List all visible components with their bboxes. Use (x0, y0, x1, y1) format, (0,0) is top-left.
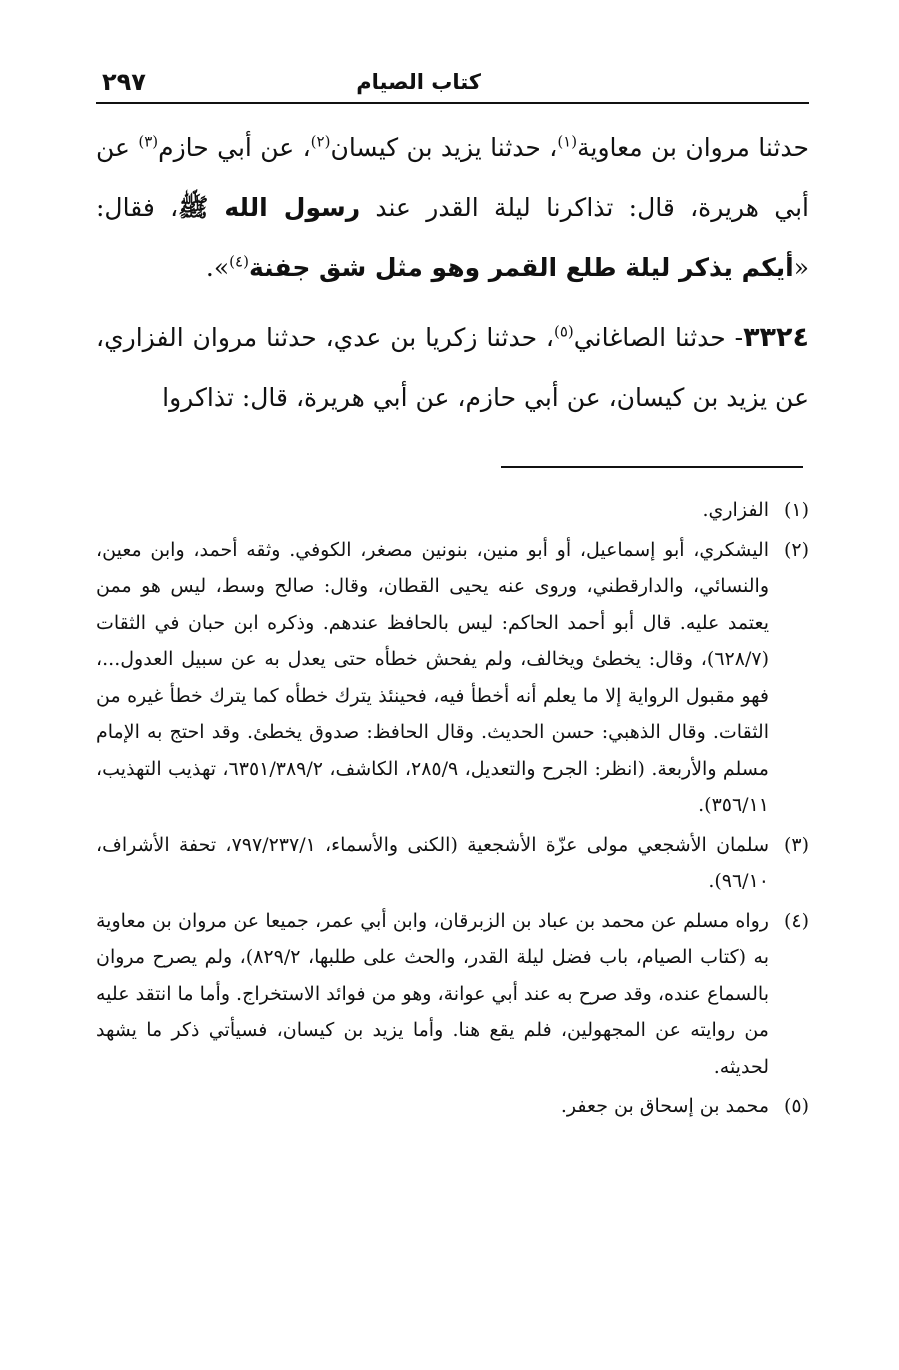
footnote-text: سلمان الأشجعي مولى عزّة الأشجعية (الكنى والأسماء، ٧٩٧/٢٣٧/١، تحفة الأشراف، ٩٦/١٠). (96, 833, 769, 892)
footnote-4 (96, 903, 809, 1086)
footnote-ref: (٥) (554, 322, 574, 341)
hadith-number: ٣٣٢٤ (743, 322, 809, 353)
paragraph-hadith-3324 (96, 308, 809, 428)
text-segment: ، حدثنا يزيد بن كيسان (330, 133, 558, 162)
footnote-text: محمد بن إسحاق بن جعفر. (560, 1095, 769, 1117)
paragraph-hadith-continued (96, 118, 809, 298)
page-number: ٢٩٧ (102, 68, 146, 96)
footnote-number: (١) (783, 499, 809, 521)
bold-phrase-prophet: رسول الله ﷺ (178, 193, 361, 222)
footnote-ref: (١) (557, 132, 578, 151)
footnote-text: الفزاري. (702, 499, 769, 521)
text-segment: ». (205, 253, 230, 282)
footnote-ref: (٣) (138, 132, 159, 151)
text-segment: ، حدثنا زكريا بن عدي، حدثنا مروان الفزاري، عن يزيد بن كيسان، عن أبي حازم، عن أبي هريرة، قال: تذاكروا (96, 323, 809, 412)
chapter-title: كتاب الصيام (356, 70, 481, 94)
page-header (96, 68, 809, 104)
footnote-ref: (٤) (229, 252, 249, 271)
main-text (96, 118, 809, 428)
text-segment: عن أبي هريرة، قال: تذاكرنا ليلة القدر عند (96, 133, 809, 222)
bold-hadith-quote: أيكم يذكر ليلة طلع القمر وهو مثل شق جفنة (248, 253, 794, 282)
footnote-number: (٤) (783, 909, 809, 932)
text-segment: - حدثنا الصاغاني (573, 323, 744, 352)
footnote-number: (٥) (783, 1095, 809, 1117)
text-segment: ، فقال: « (96, 193, 809, 282)
footnote-3 (96, 827, 809, 900)
footnote-number: (٣) (783, 833, 809, 856)
footnote-divider (501, 466, 803, 468)
text-segment: ، عن أبي حازم (158, 133, 311, 162)
footnote-5 (96, 1088, 809, 1125)
footnote-1 (96, 492, 809, 529)
footnote-text: رواه مسلم عن محمد بن عباد بن الزبرقان، وابن أبي عمر، جميعا عن مروان بن معاوية به (كتاب الصيام، باب فضل ليلة القدر، والحث على طلبها، ٨٢٩/٢)، ولم يصرح مروان بالسماع عنده، وقد صرح به عند أبي عوانة، وهو من فوائد الاستخراج. وأما ما انتقد عليه من روايته عن المجهولين، فلم يقع هنا. وأما يزيد بن كيسان، فسيأتي ذكر ما يشهد لحديثه. (96, 909, 769, 1078)
footnote-number: (٢) (783, 538, 809, 561)
footnote-text: اليشكري، أبو إسماعيل، أو أبو منين، بنونين مصغر، الكوفي. وثقه أحمد، وابن معين، والنسائي، والدارقطني، وروى عنه يحيى القطان، وقال: صالح وسط، ليس هو ممن يعتمد عليه. قال أبو أحمد الحاكم: ليس بالحافظ عندهم. وذكره ابن حبان في الثقات (٦٢٨/٧)، وقال: يخطئ ويخالف، ولم يفحش خطأه حتى يعدل به عن سبيل العدول...، فهو مقبول الرواية إلا ما يعلم أنه أخطأ فيه، فحينئذ يترك خطأه كما يترك خطأ غيره من الثقات. وقال الذهبي: حسن الحديث. وقال الحافظ: صدوق يخطئ. وقد احتج به الإمام مسلم والأربعة. (انظر: الجرح والتعديل، ٢٨٥/٩، الكاشف، ٦٣٥١/٣٨٩/٢، تهذيب التهذيب، ٣٥٦/١١). (96, 538, 769, 816)
text-segment: حدثنا مروان بن معاوية (577, 133, 809, 162)
footnotes (96, 492, 809, 1128)
footnote-ref: (٢) (310, 132, 331, 151)
footnote-2 (96, 532, 809, 824)
